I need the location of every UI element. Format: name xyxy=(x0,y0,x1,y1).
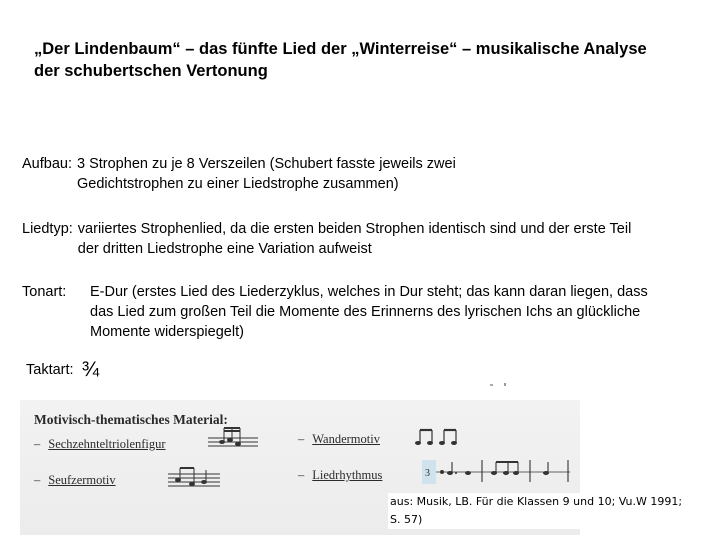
section-text: E-Dur (erstes Lied des Liederzyklus, welches in Dur steht; das kann daran liegen, dass das Lied zum großen Teil die Momente des Erinnerns des lyrischen Ichs an glückliche Momente widerspiegelt) xyxy=(90,284,648,340)
material-item xyxy=(298,432,380,447)
item-dash: – xyxy=(298,432,305,446)
item-label: Liedrhythmus xyxy=(312,468,383,482)
wander-motif-notation xyxy=(412,424,468,450)
item-label: Wandermotiv xyxy=(312,432,380,446)
material-item xyxy=(298,468,382,483)
scan-artifact xyxy=(490,383,508,386)
item-dash: – xyxy=(34,473,41,487)
triplet-mark: 3 xyxy=(425,468,430,479)
time-signature xyxy=(26,358,99,382)
section-liedtyp xyxy=(22,219,692,259)
section-aufbau xyxy=(22,154,692,194)
song-rhythm-notation xyxy=(422,456,570,486)
material-item xyxy=(34,437,166,452)
item-dash: – xyxy=(34,437,41,451)
source-line: S. 57) xyxy=(390,513,423,526)
material-heading: Motivisch-thematisches Material: xyxy=(34,412,228,427)
section-label: Aufbau: xyxy=(22,156,72,172)
sigh-motif-notation xyxy=(168,464,220,492)
item-dash: – xyxy=(298,468,305,482)
meter-value: ¾ xyxy=(81,358,100,381)
meter-label: Taktart: xyxy=(26,362,74,378)
material-item xyxy=(34,473,116,488)
section-text: variiertes Strophenlied, da die ersten beiden Strophen identisch sind und der erste Teil der dritten Liedstrophe eine Variation aufweist xyxy=(77,221,632,257)
section-label: Liedtyp: xyxy=(22,221,73,237)
sixteenth-triplet-notation xyxy=(208,424,258,452)
section-tonart xyxy=(22,282,692,342)
section-label: Tonart: xyxy=(22,284,67,300)
source-citation xyxy=(388,493,710,529)
section-text: 3 Strophen zu je 8 Verszeilen (Schubert fasste jeweils zwei Gedichtstrophen zu einer Liedstrophe zusammen) xyxy=(77,156,456,192)
item-label: Sechzehnteltriolenfigur xyxy=(48,437,166,451)
item-label: Seufzermotiv xyxy=(48,473,116,487)
page-title: „Der Lindenbaum“ – das fünfte Lied der „Winterreise“ – musikalische Analyse der schubertschen Vertonung xyxy=(34,40,647,80)
source-line: aus: Musik, LB. Für die Klassen 9 und 10; Vu.W 1991; xyxy=(390,495,683,508)
